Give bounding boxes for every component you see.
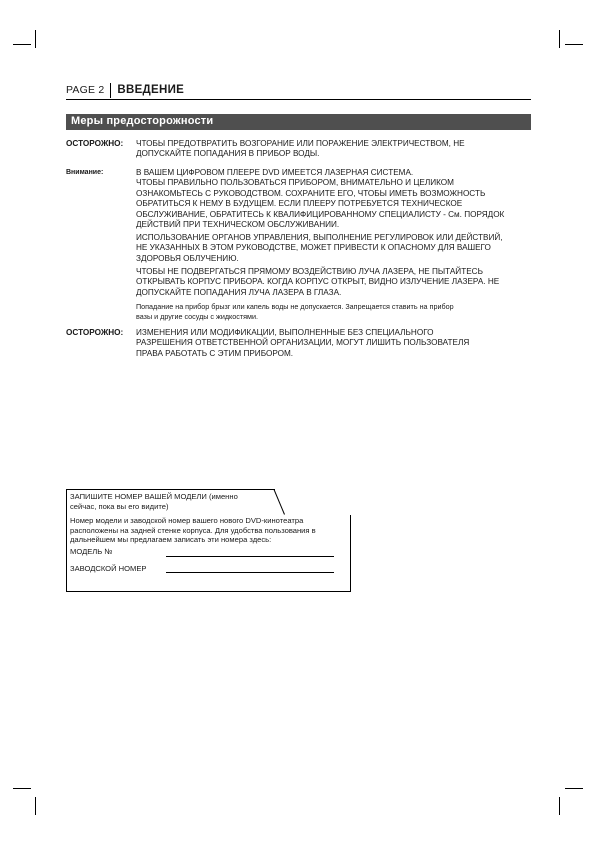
memo-heading bbox=[70, 492, 360, 511]
section-banner bbox=[66, 114, 531, 130]
crop-mark bbox=[13, 44, 31, 45]
text-line: ИЗМЕНЕНИЯ ИЛИ МОДИФИКАЦИИ, ВЫПОЛНЕННЫЕ БЕЗ СПЕЦИАЛЬНОГО bbox=[136, 328, 434, 337]
header-divider bbox=[110, 83, 111, 98]
crop-mark bbox=[13, 788, 31, 789]
text-line: ИСПОЛЬЗОВАНИЕ ОРГАНОВ УПРАВЛЕНИЯ, ВЫПОЛНЕНИЕ РЕГУЛИРОВОК ИЛИ ДЕЙСТВИЙ, bbox=[136, 233, 503, 242]
serial-number-line[interactable] bbox=[166, 572, 334, 573]
text-line: Номер модели и заводской номер вашего нового DVD-кинотеатра bbox=[70, 516, 304, 525]
text-line: ПРАВА РАБОТАТЬ С ЭТИМ ПРИБОРОМ. bbox=[136, 348, 294, 358]
model-number-line[interactable] bbox=[166, 556, 334, 557]
text-line: РАЗРЕШЕНИЯ ОТВЕТСТВЕННОЙ ОРГАНИЗАЦИИ, МОГУТ ЛИШИТЬ ПОЛЬЗОВАТЕЛЯ bbox=[136, 338, 470, 348]
crop-mark bbox=[565, 788, 583, 789]
memo-body-text bbox=[70, 516, 360, 545]
text-line: дальнейшем мы предлагаем записать эти номера здесь: bbox=[70, 535, 272, 545]
laser-paragraph bbox=[136, 168, 534, 230]
banner-title: Меры предосторожности bbox=[71, 115, 214, 127]
text-line: вазы и другие сосуды с жидкостями. bbox=[136, 312, 258, 321]
text-line: ЗДОРОВЬЯ ОБЛУЧЕНИЮ. bbox=[136, 253, 239, 263]
model-number-label: МОДЕЛЬ № bbox=[70, 547, 113, 556]
text-line: ДЕЙСТВИЙ ПРИ ТЕХНИЧЕСКОМ ОБСЛУЖИВАНИИ. bbox=[136, 220, 340, 230]
text-line: сейчас, пока вы его видите) bbox=[70, 501, 169, 511]
text-line: ДОПУСКАЙТЕ ПОПАДАНИЯ ЛУЧА ЛАЗЕРА В ГЛАЗА. bbox=[136, 287, 342, 297]
serial-number-label: ЗАВОДСКОЙ НОМЕР bbox=[70, 564, 147, 573]
text-line: ОТКРЫВАТЬ КОРПУС ПРИБОРА. КОГДА КОРПУС ОТКРЫТ, ВИДНО ИЗЛУЧЕНИЕ ЛАЗЕРА. НЕ bbox=[136, 277, 500, 287]
laser-exposure-paragraph bbox=[136, 267, 534, 298]
section-title: ВВЕДЕНИЕ bbox=[117, 84, 185, 96]
attention-label: Внимание: bbox=[66, 169, 104, 176]
text-line: В ВАШЕМ ЦИФРОВОМ ПЛЕЕРЕ DVD ИМЕЕТСЯ ЛАЗЕРНАЯ СИСТЕМА. bbox=[136, 168, 414, 177]
crop-mark bbox=[559, 797, 560, 815]
crop-mark bbox=[559, 30, 560, 48]
modification-warning-text bbox=[136, 328, 534, 359]
header-rule bbox=[66, 99, 531, 100]
page-number: PAGE 2 bbox=[66, 84, 105, 96]
crop-mark bbox=[565, 44, 583, 45]
text-line: Попадание на прибор брызг или капель воды не допускается. Запрещается ставить на прибор bbox=[136, 302, 454, 311]
controls-paragraph bbox=[136, 233, 534, 264]
page-header bbox=[66, 82, 184, 98]
crop-mark bbox=[35, 30, 36, 48]
crop-mark bbox=[35, 797, 36, 815]
text-line: НЕ УКАЗАННЫХ В ЭТОМ РУКОВОДСТВЕ, МОЖЕТ ПРИВЕСТИ К ОПАСНОМУ ДЛЯ ВАШЕГО bbox=[136, 243, 491, 253]
text-line: ЧТОБЫ НЕ ПОДВЕРГАТЬСЯ ПРЯМОМУ ВОЗДЕЙСТВИЮ ЛУЧА ЛАЗЕРА, НЕ ПЫТАЙТЕСЬ bbox=[136, 267, 483, 276]
text-line: ДОПУСКАЙТЕ ПОПАДАНИЯ В ПРИБОР ВОДЫ. bbox=[136, 149, 320, 159]
text-line: ОБРАТИТЬСЯ К НЕМУ В БУДУЩЕМ. ЕСЛИ ПЛЕЕРУ ПОТРЕБУЕТСЯ ТЕХНИЧЕСКОЕ bbox=[136, 199, 463, 209]
text-line: ЧТОБЫ ПРЕДОТВРАТИТЬ ВОЗГОРАНИЕ ИЛИ ПОРАЖЕНИЕ ЭЛЕКТРИЧЕСТВОМ, НЕ bbox=[136, 139, 465, 148]
text-line: ЗАПИШИТЕ НОМЕР ВАШЕЙ МОДЕЛИ (именно bbox=[70, 492, 238, 501]
text-line: ОБСЛУЖИВАНИЕ, ОБРАТИТЕСЬ К КВАЛИФИЦИРОВАННОМУ СПЕЦИАЛИСТУ - См. ПОРЯДОК bbox=[136, 209, 505, 219]
text-line: ЧТОБЫ ПРАВИЛЬНО ПОЛЬЗОВАТЬСЯ ПРИБОРОМ, ВНИМАТЕЛЬНО И ЦЕЛИКОМ bbox=[136, 178, 454, 188]
text-line: расположены на задней стенке корпуса. Для удобства пользования в bbox=[70, 525, 316, 535]
water-paragraph bbox=[136, 302, 534, 322]
warning-label: ОСТОРОЖНО: bbox=[66, 139, 124, 148]
warning-label: ОСТОРОЖНО: bbox=[66, 328, 124, 337]
warning-text bbox=[136, 139, 534, 160]
text-line: ОЗНАКОМЬТЕСЬ С РУКОВОДСТВОМ. СОХРАНИТЕ ЕГО, ЧТОБЫ ИМЕТЬ ВОЗМОЖНОСТЬ bbox=[136, 188, 486, 198]
